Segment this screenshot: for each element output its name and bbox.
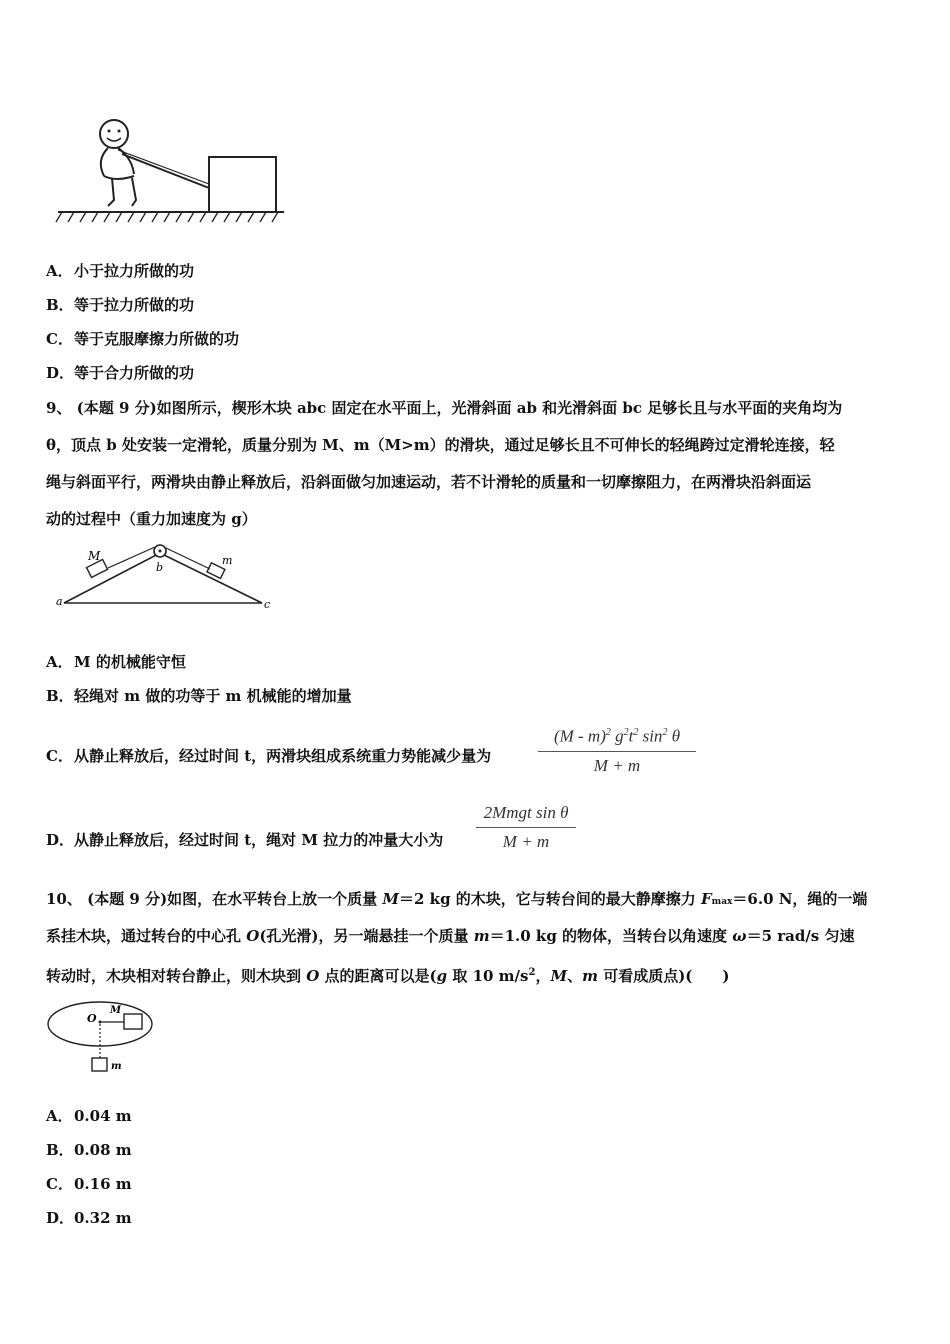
q10-option-d: D．0.32 m [46,1209,132,1227]
q10-stem-line-1: 10、 (本题 9 分)如图，在水平转台上放一个质量 M＝2 kg 的木块，它与转台间的最大静摩擦力 Fmax＝6.0 N，绳的一端 [46,890,868,908]
label-M-turntable: M [110,1005,122,1016]
formula-d [476,802,576,853]
q8-option-a: A．小于拉力所做的功 [46,262,195,280]
label-m: m [222,554,233,567]
wedge-pulley-figure [50,540,280,615]
formula-c-numerator: (M - m)$^2$ $g^2t^2$ $\sin^2 \theta$ [553,726,681,746]
formula-d-numerator: 2Mmgt sin θ [483,803,569,822]
label-a: a [56,595,63,608]
q10-option-b: B．0.08 m [46,1141,132,1159]
q8-option-b: B．等于拉力所做的功 [46,296,195,314]
q10-stem-line-3: 转动时，木块相对转台静止，则木块到 O 点的距离可以是(g 取 10 $m/s^2$，M、m 可看成质点)( ) [46,967,730,985]
q9-option-a: A．M 的机械能守恒 [46,653,186,671]
label-O: O [87,1012,97,1025]
q9-option-b: B．轻绳对 m 做的功等于 m 机械能的增加量 [46,687,352,705]
formula-d-denominator: M + m [502,832,550,851]
label-c: c [264,598,271,611]
formula-d-fraction-bar [476,827,576,828]
q8-option-d: D．等于合力所做的功 [46,364,195,382]
label-M: M [88,549,101,563]
q9-stem-line-1: 9、 (本题 9 分)如图所示，楔形木块 abc 固定在水平面上，光滑斜面 ab 和光滑斜面 bc 足够长且与水平面的夹角均为 [46,399,843,417]
q9-stem-line-3: 绳与斜面平行，两滑块由静止释放后，沿斜面做匀加速运动，若不计滑轮的质量和一切摩擦阻力，在两滑块沿斜面运 [46,473,812,491]
turntable-figure [44,996,164,1080]
q8-option-c: C．等于克服摩擦力所做的功 [46,330,240,348]
label-m-hanging: m [111,1061,122,1072]
formula-c-denominator: M + m [593,755,641,775]
q9-option-d: D．从静止释放后，经过时间 t，绳对 M 拉力的冲量大小为 [46,831,444,849]
q9-option-c: C．从静止释放后，经过时间 t，两滑块组成系统重力势能减少量为 [46,747,492,765]
q9-stem-line-2: θ，顶点 b 处安装一定滑轮，质量分别为 M、m（M>m）的滑块，通过足够长且不可伸长的轻绳跨过定滑轮连接，轻 [46,436,835,454]
formula-c-fraction-bar [538,751,696,752]
person-pulling-box-figure [52,96,292,226]
q10-option-c: C．0.16 m [46,1175,132,1193]
q10-stem-line-2: 系挂木块，通过转台的中心孔 O(孔光滑)，另一端悬挂一个质量 m＝1.0 kg 的物体，当转台以角速度 ω＝5 rad/s 匀速 [46,927,855,945]
q9-stem-line-4: 动的过程中（重力加速度为 g） [46,510,257,528]
formula-c [538,722,696,777]
q10-option-a: A．0.04 m [46,1107,132,1125]
label-b: b [156,561,164,574]
